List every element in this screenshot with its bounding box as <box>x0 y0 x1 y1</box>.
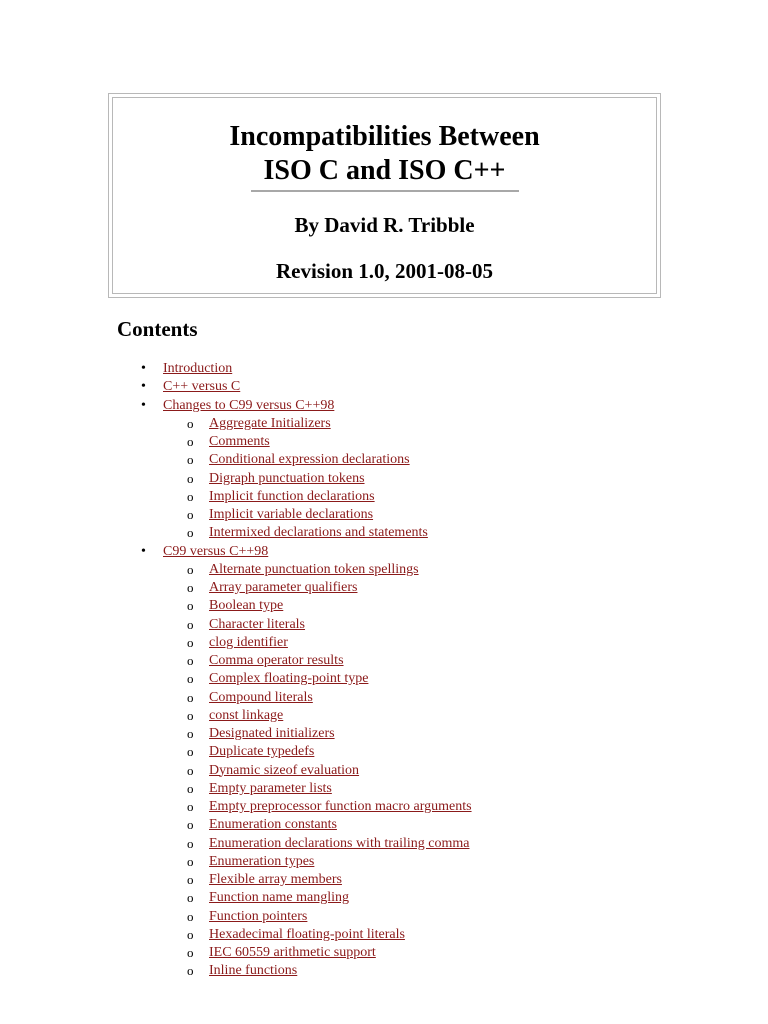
bullet-circle-icon: o <box>187 415 194 431</box>
toc-item <box>0 816 472 834</box>
toc-item <box>0 707 472 725</box>
toc-link[interactable]: Hexadecimal floating-point literals <box>209 926 405 942</box>
toc-link[interactable]: Empty preprocessor function macro arguments <box>209 799 472 814</box>
toc-item <box>0 889 472 907</box>
toc-item <box>0 652 472 670</box>
toc-item <box>0 725 472 743</box>
toc-link[interactable]: IEC 60559 arithmetic support <box>209 945 376 960</box>
bullet-circle-icon: o <box>187 653 194 668</box>
toc-link[interactable]: Complex floating-point type <box>209 671 369 687</box>
revision-line: Revision 1.0, 2001-08-05 <box>276 259 493 283</box>
toc-link[interactable]: Flexible array members <box>209 872 342 887</box>
toc-item <box>0 670 472 688</box>
toc-link[interactable]: Alternate punctuation token spellings <box>209 561 419 577</box>
bullet-disc-icon: • <box>141 379 146 395</box>
title-rule <box>251 190 519 192</box>
author-line: By David R. Tribble <box>294 213 475 237</box>
bullet-disc-icon: • <box>141 397 146 413</box>
toc-link[interactable]: C99 versus C++98 <box>163 543 269 559</box>
toc-item <box>0 762 472 780</box>
toc-item <box>0 798 472 816</box>
toc-link[interactable]: Conditional expression declarations <box>209 452 410 468</box>
toc-item <box>0 743 472 761</box>
bullet-circle-icon: o <box>187 689 194 705</box>
bullet-circle-icon: o <box>187 671 194 687</box>
bullet-disc-icon: • <box>141 361 146 376</box>
bullet-circle-icon: o <box>187 707 194 723</box>
toc-link[interactable]: Comments <box>209 434 270 449</box>
bullet-circle-icon: o <box>187 488 194 504</box>
bullet-circle-icon: o <box>187 470 194 486</box>
bullet-circle-icon: o <box>187 452 194 468</box>
document-title <box>113 98 656 188</box>
toc-link[interactable]: Implicit function declarations <box>209 488 375 504</box>
toc-link[interactable]: Dynamic sizeof evaluation <box>209 762 360 778</box>
toc-item <box>0 597 472 615</box>
toc-item <box>0 871 472 889</box>
bullet-circle-icon: o <box>187 853 194 869</box>
toc-link[interactable]: Enumeration constants <box>209 817 337 833</box>
toc-item <box>0 962 472 980</box>
toc-item <box>0 926 472 944</box>
toc-item <box>0 835 472 853</box>
bullet-circle-icon: o <box>187 580 194 595</box>
toc-item <box>0 561 472 579</box>
toc-item <box>0 360 472 378</box>
bullet-circle-icon: o <box>187 561 194 577</box>
bullet-circle-icon: o <box>187 945 194 960</box>
toc-item <box>0 433 472 451</box>
toc-item <box>0 579 472 597</box>
toc-link[interactable]: Compound literals <box>209 689 313 705</box>
toc-item <box>0 634 472 652</box>
toc-item <box>0 415 472 433</box>
bullet-circle-icon: o <box>187 598 194 614</box>
toc-link[interactable]: Implicit variable declarations <box>209 507 374 522</box>
toc-item <box>0 488 472 506</box>
contents-heading: Contents <box>117 317 198 341</box>
toc-link[interactable]: Enumeration types <box>209 853 315 869</box>
toc-item <box>0 944 472 962</box>
bullet-circle-icon: o <box>187 616 194 632</box>
toc-link[interactable]: Digraph punctuation tokens <box>209 470 365 486</box>
bullet-circle-icon: o <box>187 726 194 741</box>
toc-link[interactable]: Enumeration declarations with trailing comma <box>209 835 470 851</box>
toc-item <box>0 853 472 871</box>
toc-link[interactable]: Aggregate Initializers <box>209 415 331 431</box>
table-of-contents <box>0 360 472 981</box>
toc-link[interactable]: Designated initializers <box>209 726 335 741</box>
toc-item <box>0 689 472 707</box>
toc-link[interactable]: C++ versus C <box>163 379 241 395</box>
toc-link[interactable]: Changes to C99 versus C++98 <box>163 397 335 413</box>
bullet-circle-icon: o <box>187 817 194 833</box>
toc-item <box>0 543 472 561</box>
bullet-circle-icon: o <box>187 507 194 522</box>
toc-item <box>0 780 472 798</box>
toc-item <box>0 506 472 524</box>
toc-link[interactable]: clog identifier <box>209 634 288 650</box>
bullet-circle-icon: o <box>187 780 194 796</box>
toc-link[interactable]: Intermixed declarations and statements <box>209 525 428 541</box>
title-line-1: Incompatibilities Between <box>229 121 540 152</box>
title-box-inner <box>112 97 657 294</box>
toc-link[interactable]: const linkage <box>209 707 284 723</box>
toc-link[interactable]: Inline functions <box>209 963 298 979</box>
toc-link[interactable]: Comma operator results <box>209 653 344 668</box>
bullet-circle-icon: o <box>187 434 194 449</box>
bullet-circle-icon: o <box>187 835 194 851</box>
bullet-circle-icon: o <box>187 963 194 979</box>
toc-link[interactable]: Introduction <box>163 361 233 376</box>
toc-link[interactable]: Boolean type <box>209 598 284 614</box>
bullet-circle-icon: o <box>187 908 194 924</box>
bullet-circle-icon: o <box>187 872 194 887</box>
toc-link[interactable]: Function pointers <box>209 908 308 924</box>
toc-link[interactable]: Function name mangling <box>209 890 349 906</box>
toc-item <box>0 397 472 415</box>
toc-item <box>0 524 472 542</box>
title-line-2: ISO C and ISO C++ <box>263 155 506 186</box>
title-box <box>108 93 661 298</box>
bullet-disc-icon: • <box>141 543 146 559</box>
toc-item <box>0 378 472 396</box>
bullet-circle-icon: o <box>187 926 194 942</box>
toc-item <box>0 908 472 926</box>
bullet-circle-icon: o <box>187 525 194 541</box>
bullet-circle-icon: o <box>187 744 194 760</box>
bullet-circle-icon: o <box>187 799 194 814</box>
toc-item <box>0 470 472 488</box>
toc-item <box>0 451 472 469</box>
toc-link[interactable]: Duplicate typedefs <box>209 744 315 760</box>
toc-link[interactable]: Array parameter qualifiers <box>209 580 358 595</box>
bullet-circle-icon: o <box>187 762 194 778</box>
toc-item <box>0 616 472 634</box>
bullet-circle-icon: o <box>187 890 194 906</box>
toc-link[interactable]: Character literals <box>209 616 306 632</box>
toc-link[interactable]: Empty parameter lists <box>209 780 332 796</box>
bullet-circle-icon: o <box>187 634 194 650</box>
